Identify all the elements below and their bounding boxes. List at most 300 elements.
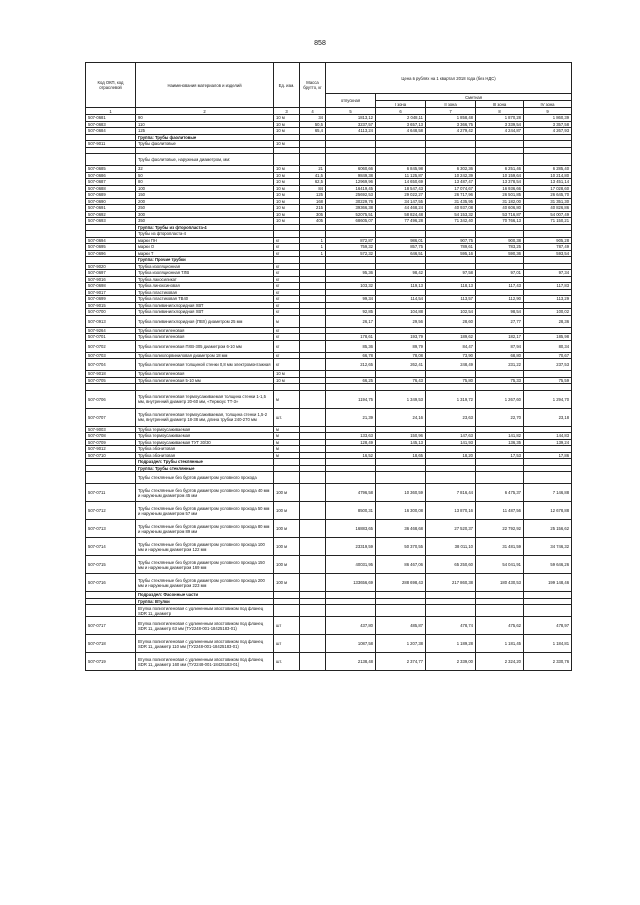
cell-code: 507-0715 — [86, 556, 136, 574]
cell-zone-1-price: 58 824,48 — [376, 211, 426, 218]
cell-zone-1-price: 14 650,69 — [376, 179, 426, 186]
cell-release-price: 52075,51 — [326, 211, 376, 218]
col-number: 4 — [300, 108, 326, 115]
cell-name: Трубка поливинилхлоридная (ПВХ) диаметром 25 мм — [136, 315, 274, 327]
cell-code — [86, 154, 136, 166]
cell-zone-3-price: 10 159,64 — [476, 172, 524, 179]
cell-zone-1-price — [376, 154, 426, 166]
cell-zone-4-price: 17 028,60 — [524, 185, 572, 192]
cell-unit: 100 м — [274, 574, 300, 592]
cell-zone-1-price: 4 648,58 — [376, 128, 426, 135]
cell-zone-3-price: 1 267,60 — [476, 390, 524, 408]
header-code: Код ОКП, код отраслевой — [86, 63, 136, 108]
cell-name: Подраздел: Трубы стеклянные — [136, 459, 274, 466]
cell-unit: кг — [274, 340, 300, 352]
cell-name: Трубка полиэтиленовая термоусаживаемая, толщина стенки 1,5-2 мм, внутренний диаметр 18-38 мм, длина трубки 240-270 мм — [136, 408, 274, 426]
cell-code: 507-9003 — [86, 426, 136, 433]
cell-release-price: 25692,53 — [326, 192, 376, 199]
cell-release-price: 6060,66 — [326, 166, 376, 173]
cell-zone-3-price: 87,94 — [476, 340, 524, 352]
cell-name: Втулка полиэтиленовая с удлиненным хвостовиком под фланец SDR 11, диаметр 63 мм (ТУ2248-001-18425183-01) — [136, 617, 274, 635]
cell-zone-3-price: 6 251,46 — [476, 166, 524, 173]
col-number: 6 — [376, 108, 426, 115]
cell-zone-1-price: 29 022,27 — [376, 192, 426, 199]
cell-zone-3-price: 590,36 — [476, 250, 524, 257]
cell-zone-1-price: 2 374,77 — [376, 653, 426, 671]
cell-zone-4-price: 12 678,88 — [524, 502, 572, 520]
table-row — [86, 653, 572, 671]
cell-release-price: 40031,95 — [326, 556, 376, 574]
cell-mass — [300, 635, 326, 653]
cell-code: 507-0716 — [86, 574, 136, 592]
cell-zone-2-price: 10 242,39 — [426, 172, 476, 179]
cell-name: Трубка поливинилхлоридная ХВТ — [136, 309, 274, 316]
cell-unit: 10 м — [274, 141, 300, 148]
cell-release-price: 8500,31 — [326, 502, 376, 520]
cell-release-price: 68605,07 — [326, 218, 376, 225]
col-number: 2 — [136, 108, 274, 115]
cell-zone-3-price: 231,22 — [476, 359, 524, 371]
table-row — [86, 617, 572, 635]
cell-zone-2-price: 40 937,08 — [426, 205, 476, 212]
cell-zone-2-price: 1 189,28 — [426, 635, 476, 653]
cell-zone-3-price: 1 181,45 — [476, 635, 524, 653]
cell-zone-4-price: 97,34 — [524, 270, 572, 277]
cell-unit: 100 м — [274, 520, 300, 538]
cell-code: 507-0692 — [86, 211, 136, 218]
cell-release-price: 16,52 — [326, 452, 376, 459]
cell-name: Трубка полиэтиленовая 5-10 мм — [136, 377, 274, 384]
cell-release-price: 4796,58 — [326, 484, 376, 502]
cell-code: 507-0697 — [86, 270, 136, 277]
cell-zone-4-price: 10 214,80 — [524, 172, 572, 179]
cell-zone-4-price: 70,67 — [524, 352, 572, 359]
cell-zone-2-price: 38 011,10 — [426, 538, 476, 556]
cell-unit: 100 м — [274, 538, 300, 556]
cell-code: 507-0700 — [86, 309, 136, 316]
cell-unit: 10 м — [274, 377, 300, 384]
cell-zone-1-price: 16 300,08 — [376, 502, 426, 520]
cell-release-price: 92,85 — [326, 309, 376, 316]
cell-unit — [274, 154, 300, 166]
cell-zone-3-price: 11 487,56 — [476, 502, 524, 520]
cell-zone-4-price: 6 285,40 — [524, 166, 572, 173]
table-header — [86, 63, 572, 115]
cell-code: 507-0704 — [86, 359, 136, 371]
cell-unit: кг — [274, 283, 300, 290]
cell-zone-1-price: 262,41 — [376, 359, 426, 371]
cell-mass — [300, 617, 326, 635]
cell-code: 507-0702 — [86, 340, 136, 352]
header-release: отпускная — [326, 94, 376, 108]
cell-unit: м — [274, 390, 300, 408]
cell-zone-3-price: 98,54 — [476, 309, 524, 316]
cell-zone-2-price: 118,13 — [426, 283, 476, 290]
cell-code: 507-0694 — [86, 237, 136, 244]
cell-zone-2-price: 75,80 — [426, 377, 476, 384]
cell-name: 150 — [136, 192, 274, 199]
cell-name: 80 — [136, 179, 274, 186]
cell-name: Трубы стеклянные без буртов диаметром условного прохода 50 мм и наружным диаметром 57 мм — [136, 502, 274, 520]
cell-unit: 10 м — [274, 185, 300, 192]
cell-code: 507-9017 — [86, 289, 136, 296]
cell-zone-2-price: 7 816,44 — [426, 484, 476, 502]
cell-zone-1-price: 646,51 — [376, 250, 426, 257]
table-row — [86, 472, 572, 484]
cell-zone-2-price: 31 435,95 — [426, 198, 476, 205]
cell-release-price: 39366,38 — [326, 205, 376, 212]
cell-zone-4-price: 31 351,30 — [524, 198, 572, 205]
cell-zone-1-price: 6 845,98 — [376, 166, 426, 173]
cell-name: Трубка полиэтиленовая термоусаживаемая толщина стенки 1-1,5 мм, внутренний диаметр 20-60 мм, «Термоyc ТТ-3» — [136, 390, 274, 408]
cell-name: Трубы из фторопласта-4 — [136, 231, 274, 238]
cell-name: 200 — [136, 198, 274, 205]
cell-zone-3-price: 141,82 — [476, 433, 524, 440]
cell-name: Группа: Втулки — [136, 598, 274, 605]
cell-zone-3-price: 31 182,00 — [476, 198, 524, 205]
cell-zone-3-price: 900,38 — [476, 237, 524, 244]
cell-release-price: 572,32 — [326, 250, 376, 257]
cell-name: Трубка полиэтиленовая — [136, 334, 274, 341]
cell-release-price: 133656,69 — [326, 574, 376, 592]
cell-zone-2-price: 73,90 — [426, 352, 476, 359]
cell-mass — [300, 605, 326, 617]
cell-unit: кг — [274, 327, 300, 334]
cell-release-price: 30229,76 — [326, 198, 376, 205]
cell-name: Трубка полиэтиленовая толщиной стенки 0,8 мм электромонтажная — [136, 359, 274, 371]
cell-zone-3-price: 54 041,91 — [476, 556, 524, 574]
cell-mass — [300, 574, 326, 592]
cell-zone-4-price: 185,98 — [524, 334, 572, 341]
cell-release-price: 12969,96 — [326, 179, 376, 186]
cell-zone-2-price: 54 153,32 — [426, 211, 476, 218]
cell-zone-2-price: 1 319,72 — [426, 390, 476, 408]
cell-zone-1-price — [376, 472, 426, 484]
cell-name: Трубы стеклянные без буртов диаметром условного прохода — [136, 472, 274, 484]
cell-zone-3-price: 68,80 — [476, 352, 524, 359]
table-row — [86, 154, 572, 166]
cell-name: Трубка термоусаживаемая — [136, 433, 274, 440]
cell-name: Трубы стеклянные без буртов диаметром условного прохода 40 мм и наружным диаметром 45 мм — [136, 484, 274, 502]
cell-name: Группа: Трубы стеклянные — [136, 465, 274, 472]
cell-code: 507-0706 — [86, 390, 136, 408]
header-zone-3: III зона — [476, 101, 524, 108]
cell-name: Трубка термоусаживаемая ТУТ 30/30 — [136, 439, 274, 446]
cell-unit: кг — [274, 296, 300, 303]
cell-zone-1-price: 76,43 — [376, 377, 426, 384]
cell-zone-1-price: 114,54 — [376, 296, 426, 303]
cell-code: 507-0913 — [86, 315, 136, 327]
cell-mass — [300, 484, 326, 502]
cell-name: 250 — [136, 205, 274, 212]
table-row — [86, 520, 572, 538]
cell-code: 507-0688 — [86, 185, 136, 192]
cell-unit: кг — [274, 352, 300, 359]
cell-zone-2-price: 97,58 — [426, 270, 476, 277]
cell-name: Трубка пластиковая — [136, 289, 274, 296]
cell-release-price — [326, 154, 376, 166]
cell-zone-4-price: 144,83 — [524, 433, 572, 440]
cell-unit: 10 м — [274, 205, 300, 212]
cell-zone-3-price: 475,62 — [476, 617, 524, 635]
cell-zone-2-price — [426, 472, 476, 484]
cell-zone-1-price: 50 370,55 — [376, 538, 426, 556]
cell-mass: 62,5 — [300, 179, 326, 186]
cell-unit: 100 м — [274, 556, 300, 574]
cell-unit: кг — [274, 276, 300, 283]
cell-code: 507-0713 — [86, 520, 136, 538]
cell-release-price: 66,25 — [326, 377, 376, 384]
cell-zone-2-price — [426, 154, 476, 166]
cell-zone-1-price: 18,65 — [376, 452, 426, 459]
cell-unit: шт. — [274, 408, 300, 426]
cell-zone-4-price: 54 007,49 — [524, 211, 572, 218]
cell-zone-4-price: 3 357,58 — [524, 121, 572, 128]
cell-zone-1-price: 24,16 — [376, 408, 426, 426]
cell-zone-2-price: 26 717,96 — [426, 192, 476, 199]
cell-unit: 10 м — [274, 371, 300, 378]
cell-zone-3-price: 1 870,28 — [476, 115, 524, 122]
header-estimate: Сметная — [376, 94, 572, 101]
header-mass: Масса брутто, кг — [300, 63, 326, 108]
cell-zone-2-price: 27 520,37 — [426, 520, 476, 538]
cell-zone-3-price — [476, 605, 524, 617]
cell-zone-4-price: 2 330,76 — [524, 653, 572, 671]
cell-zone-2-price: 147,63 — [426, 433, 476, 440]
cell-mass: 34 — [300, 115, 326, 122]
cell-release-price: 128,49 — [326, 439, 376, 446]
cell-name: Трубка эбонитовая — [136, 452, 274, 459]
cell-name: 100 — [136, 185, 274, 192]
cell-mass: 305 — [300, 211, 326, 218]
cell-name: Трубка термоусаживаемая — [136, 426, 274, 433]
cell-zone-4-price: 199 148,46 — [524, 574, 572, 592]
cell-zone-1-price: 1 349,53 — [376, 390, 426, 408]
cell-code: 507-0693 — [86, 218, 136, 225]
cell-code: 507-0685 — [86, 166, 136, 173]
cell-name: Трубка изоляционная ТЛВ — [136, 270, 274, 277]
cell-unit: кг — [274, 302, 300, 309]
cell-zone-4-price: 34 746,32 — [524, 538, 572, 556]
cell-unit: м — [274, 315, 300, 327]
cell-zone-4-price: 40 826,86 — [524, 205, 572, 212]
cell-unit: 10 м — [274, 211, 300, 218]
cell-zone-1-price: 119,13 — [376, 283, 426, 290]
cell-zone-3-price: 97,01 — [476, 270, 524, 277]
cell-zone-4-price: 23,18 — [524, 408, 572, 426]
cell-zone-2-price: 18,20 — [426, 452, 476, 459]
col-number: 8 — [476, 108, 524, 115]
cell-unit: м — [274, 426, 300, 433]
cell-release-price: 133,63 — [326, 433, 376, 440]
cell-release-price: 16883,65 — [326, 520, 376, 538]
table-row — [86, 359, 572, 371]
cell-zone-2-price: 28,60 — [426, 315, 476, 327]
cell-mass: 21 — [300, 166, 326, 173]
cell-zone-2-price: 13 870,16 — [426, 502, 476, 520]
cell-zone-4-price: 17,86 — [524, 452, 572, 459]
cell-zone-1-price: 44 468,24 — [376, 205, 426, 212]
cell-code: 507-9012 — [86, 446, 136, 453]
cell-mass: 125 — [300, 192, 326, 199]
cell-name: 32 — [136, 166, 274, 173]
cell-code: 507-0696 — [86, 250, 136, 257]
cell-zone-2-price: 248,49 — [426, 359, 476, 371]
cell-name: Трубы стеклянные без буртов диаметром условного прохода 80 мм и наружным диаметром 89 мм — [136, 520, 274, 538]
cell-unit: кг — [274, 244, 300, 251]
cell-name: Подраздел: Фасонные части — [136, 592, 274, 599]
cell-name: Трубы фаолитовые, наружным диаметром, мм: — [136, 154, 274, 166]
cell-zone-4-price: 113,29 — [524, 296, 572, 303]
cell-code: 507-9018 — [86, 371, 136, 378]
cell-zone-2-price: 17 074,67 — [426, 185, 476, 192]
cell-zone-2-price: 141,93 — [426, 439, 476, 446]
cell-zone-4-price: 59 646,26 — [524, 556, 572, 574]
cell-code: 507-0710 — [86, 452, 136, 459]
cell-unit: 100 м — [274, 484, 300, 502]
cell-unit: шт. — [274, 653, 300, 671]
cell-code — [86, 472, 136, 484]
cell-zone-2-price: 907,75 — [426, 237, 476, 244]
cell-zone-4-price: 1 294,70 — [524, 390, 572, 408]
header-price-group: Цена в рублях на 1 квартал 2018 года (без НДС) — [326, 63, 572, 94]
col-number: 9 — [524, 108, 572, 115]
cell-name: Втулка полиэтиленовая с удлиненным хвостовиком под фланец SDR 11, диаметр — [136, 605, 274, 617]
cell-zone-1-price: 193,79 — [376, 334, 426, 341]
cell-release-price: 3237,57 — [326, 121, 376, 128]
cell-release-price — [326, 472, 376, 484]
cell-zone-1-price: 288 698,43 — [376, 574, 426, 592]
cell-zone-1-price: 986,01 — [376, 237, 426, 244]
cell-zone-1-price: 11 125,87 — [376, 172, 426, 179]
cell-zone-4-price: 7 146,88 — [524, 484, 572, 502]
cell-unit: 10 м — [274, 115, 300, 122]
cell-mass: 1 — [300, 237, 326, 244]
cell-zone-1-price: 36 468,68 — [376, 520, 426, 538]
cell-release-price: 1813,12 — [326, 115, 376, 122]
cell-zone-2-price: 84,47 — [426, 340, 476, 352]
cell-mass: 50,5 — [300, 121, 326, 128]
cell-mass — [300, 408, 326, 426]
cell-name: Трубка линоксиновая — [136, 283, 274, 290]
cell-code: 507-0681 — [86, 115, 136, 122]
cell-release-price: 178,61 — [326, 334, 376, 341]
cell-mass — [300, 154, 326, 166]
table-row — [86, 340, 572, 352]
cell-name: марки ПН — [136, 237, 274, 244]
cell-unit: м — [274, 439, 300, 446]
cell-unit: 10 м — [274, 179, 300, 186]
cell-name: Трубка полиэтиленовая — [136, 327, 274, 334]
cell-zone-3-price: 27,77 — [476, 315, 524, 327]
table-row — [86, 605, 572, 617]
cell-unit: кг — [274, 250, 300, 257]
cell-release-price: 4113,24 — [326, 128, 376, 135]
cell-code: 507-0691 — [86, 205, 136, 212]
cell-zone-2-price: 6 302,36 — [426, 166, 476, 173]
table-row — [86, 538, 572, 556]
cell-code: 507-9016 — [86, 276, 136, 283]
cell-zone-3-price: 4 244,87 — [476, 128, 524, 135]
cell-zone-3-price: 17,53 — [476, 452, 524, 459]
cell-release-price: 85,36 — [326, 340, 376, 352]
cell-name: 300 — [136, 211, 274, 218]
cell-mass — [300, 315, 326, 327]
cell-name: Трубка полиэтиленовая — [136, 371, 274, 378]
cell-zone-4-price — [524, 154, 572, 166]
cell-release-price: 1194,75 — [326, 390, 376, 408]
cell-zone-1-price: 150,96 — [376, 433, 426, 440]
cell-mass: 1 — [300, 250, 326, 257]
cell-zone-3-price: 22,70 — [476, 408, 524, 426]
cell-code: 507-0718 — [86, 635, 136, 653]
cell-unit: 10 м — [274, 218, 300, 225]
cell-zone-2-price: 2 339,00 — [426, 653, 476, 671]
cell-unit: 10 м — [274, 121, 300, 128]
cell-release-price: 9849,38 — [326, 172, 376, 179]
price-table-wrapper — [85, 62, 571, 671]
cell-code: 507-0711 — [86, 484, 136, 502]
cell-zone-2-price: 113,57 — [426, 296, 476, 303]
cell-name: Втулка полиэтиленовая с удлиненным хвостовиком под фланец SDR 11, диаметр 160 мм (ТУ2248-001-18425183-01) — [136, 653, 274, 671]
cell-code: 507-9011 — [86, 141, 136, 148]
cell-name: Трубка изоляционная — [136, 263, 274, 270]
cell-zone-4-price: 26 645,70 — [524, 192, 572, 199]
cell-zone-2-price: 65 250,60 — [426, 556, 476, 574]
cell-zone-1-price: 145,13 — [376, 439, 426, 446]
table-row — [86, 408, 572, 426]
cell-zone-3-price: 75,33 — [476, 377, 524, 384]
cell-mass: 84 — [300, 185, 326, 192]
cell-unit: 100 м — [274, 502, 300, 520]
table-row — [86, 315, 572, 327]
cell-zone-4-price: 75,59 — [524, 377, 572, 384]
cell-zone-4-price: 237,53 — [524, 359, 572, 371]
cell-zone-4-price — [524, 472, 572, 484]
cell-release-price: 66,78 — [326, 352, 376, 359]
cell-unit: м — [274, 452, 300, 459]
cell-zone-1-price: 104,88 — [376, 309, 426, 316]
cell-mass: 168 — [300, 198, 326, 205]
cell-zone-3-price: 112,90 — [476, 296, 524, 303]
cell-zone-1-price: 89,79 — [376, 340, 426, 352]
cell-zone-3-price: 180 430,53 — [476, 574, 524, 592]
cell-mass: 1 — [300, 244, 326, 251]
cell-zone-2-price: 789,61 — [426, 244, 476, 251]
cell-zone-2-price: 478,74 — [426, 617, 476, 635]
cell-zone-3-price: 22 792,92 — [476, 520, 524, 538]
cell-name: Трубка полиэтиленовая ПХВ-305 диаметром 6-10 мм — [136, 340, 274, 352]
cell-name: 350 — [136, 218, 274, 225]
cell-release-price: 1087,58 — [326, 635, 376, 653]
table-row — [86, 635, 572, 653]
cell-unit — [274, 605, 300, 617]
cell-mass — [300, 538, 326, 556]
cell-name: Втулка полиэтиленовая с удлиненным хвостовиком под фланец SDR 11, диаметр 110 мм (ТУ2248-001-18425183-01) — [136, 635, 274, 653]
cell-name: Трубка пластиковая ТВ40 — [136, 296, 274, 303]
cell-release-price: 95,36 — [326, 270, 376, 277]
cell-release-price: 103,32 — [326, 283, 376, 290]
cell-zone-4-price: 25 156,62 — [524, 520, 572, 538]
cell-name: Трубка полихлорвиниловая диаметром 18 мм — [136, 352, 274, 359]
col-number: 7 — [426, 108, 476, 115]
header-name: Наименования материалов и изделий — [136, 63, 274, 108]
cell-unit: 10 м — [274, 192, 300, 199]
header-zone-2: II зона — [426, 101, 476, 108]
cell-name: 50 — [136, 172, 274, 179]
cell-mass — [300, 390, 326, 408]
cell-unit: кг — [274, 263, 300, 270]
